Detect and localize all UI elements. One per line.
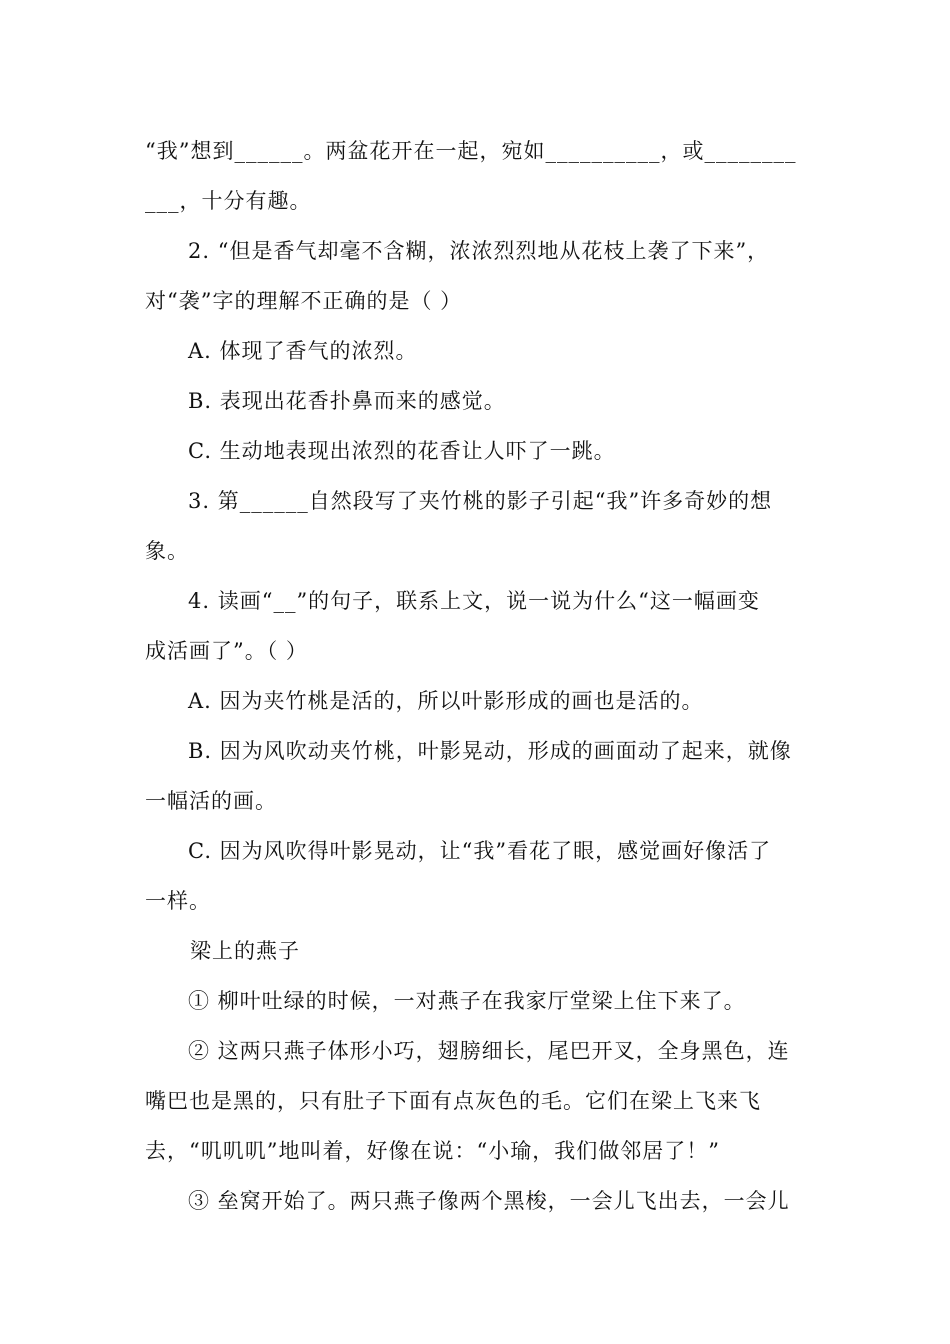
question-4: 4. 读画“__”的句子，联系上文，说一说为什么“这一幅画变 [188, 589, 760, 613]
text-line: 成活画了”。（ ） [145, 639, 308, 663]
question-2: 2. “但是香气却毫不含糊，浓浓烈烈地从花枝上袭了下来”， [188, 239, 770, 263]
question-3: 3. 第______自然段写了夹竹桃的影子引起“我”许多奇妙的想 [188, 489, 773, 513]
text-line: 一样。 [145, 889, 211, 913]
option-c: C. 因为风吹得叶影晃动，让“我”看花了眼，感觉画好像活了 [188, 839, 772, 863]
paragraph-1: ① 柳叶吐绿的时候，一对燕子在我家厅堂梁上住下来了。 [188, 989, 746, 1013]
text-line: ___，十分有趣。 [145, 189, 312, 213]
option-a: A. 因为夹竹桃是活的，所以叶影形成的画也是活的。 [188, 689, 704, 713]
text-line: 象。 [145, 539, 189, 563]
text-line: 一幅活的画。 [145, 789, 277, 813]
text-line: 去，“叽叽叽”地叫着，好像在说：“小瑜，我们做邻居了！” [145, 1139, 720, 1163]
passage-title: 梁上的燕子 [190, 939, 300, 963]
paragraph-2: ② 这两只燕子体形小巧，翅膀细长，尾巴开叉，全身黑色，连 [188, 1039, 790, 1063]
text-line: “我”想到______。两盆花开在一起，宛如__________，或________ [145, 139, 797, 163]
text-line: 嘴巴也是黑的，只有肚子下面有点灰色的毛。它们在梁上飞来飞 [145, 1089, 761, 1113]
option-a: A. 体现了香气的浓烈。 [188, 339, 418, 363]
option-b: B. 表现出花香扑鼻而来的感觉。 [188, 389, 506, 413]
paragraph-3: ③ 垒窝开始了。两只燕子像两个黑梭，一会儿飞出去，一会儿 [188, 1189, 790, 1213]
text-line: 对“袭”字的理解不正确的是（ ） [145, 289, 463, 313]
option-b: B. 因为风吹动夹竹桃，叶影晃动，形成的画面动了起来，就像 [188, 739, 792, 763]
option-c: C. 生动地表现出浓烈的花香让人吓了一跳。 [188, 439, 616, 463]
